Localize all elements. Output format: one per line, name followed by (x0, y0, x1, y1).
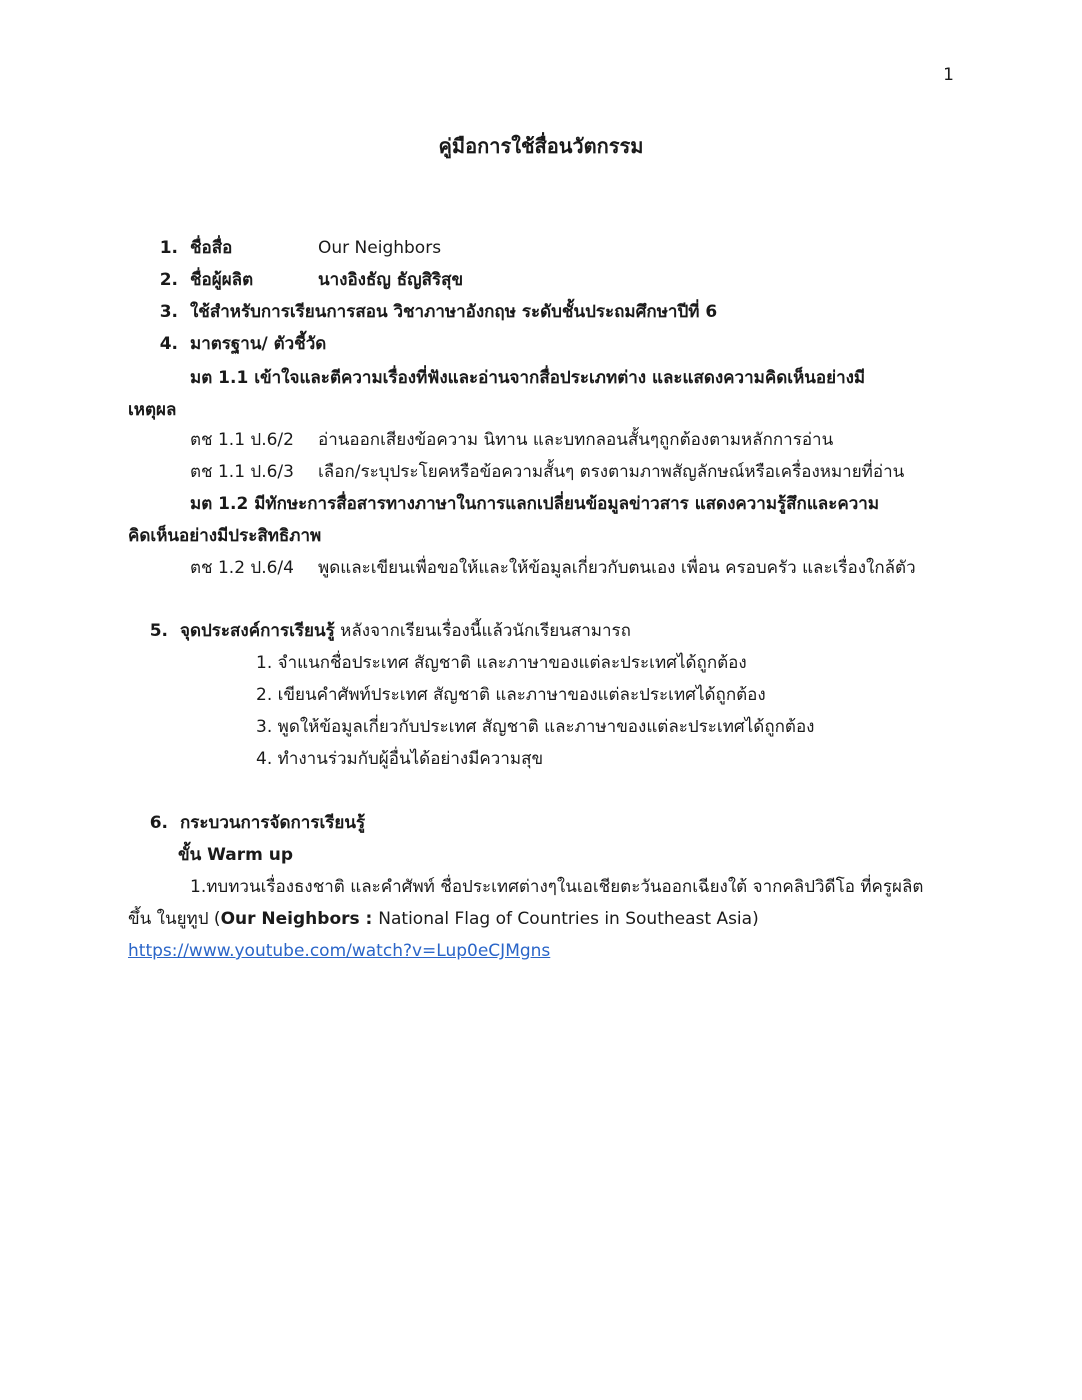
paragraph-text: ขึ้น ในยูทูป ( (128, 909, 221, 929)
item-number: 3. (159, 302, 178, 322)
indicator-text: พูดและเขียนเพื่อขอให้และให้ข้อมูลเกี่ยวกับตนเอง เพื่อน ครอบครัว และเรื่องใกล้ตัว (318, 558, 916, 578)
objective-item: 1. จำแนกชื่อประเทศ สัญชาติ และภาษาของแต่ละประเทศได้ถูกต้อง (256, 653, 747, 673)
list-item (148, 332, 326, 356)
objective-item: 3. พูดให้ข้อมูลเกี่ยวกับประเทศ สัญชาติ และภาษาของแต่ละประเทศได้ถูกต้อง (256, 717, 815, 737)
item-heading: กระบวนการจัดการเรียนรู้ (180, 813, 366, 833)
standard-line: มต 1.1 เข้าใจและตีความเรื่องที่ฟังและอ่านจากสื่อประเภทต่าง และแสดงความคิดเห็นอย่างมี (190, 368, 866, 388)
item-number: 6. (149, 813, 168, 833)
item-number: 5. (149, 621, 168, 641)
item-heading: จุดประสงค์การเรียนรู้ (180, 621, 335, 641)
item-value: นางอิงธัญ ธัญสิริสุข (318, 270, 464, 290)
indicator-row (190, 428, 833, 452)
paragraph-line (128, 907, 759, 931)
objective-item: 2. เขียนคำศัพท์ประเทศ สัญชาติ และภาษาของแต่ละประเทศได้ถูกต้อง (256, 685, 766, 705)
item-text: ใช้สำหรับการเรียนการสอน วิชาภาษาอังกฤษ ระดับชั้นประถมศึกษาปีที่ 6 (190, 302, 718, 322)
list-item (148, 236, 441, 260)
item-number: 4. (159, 334, 178, 354)
item-number: 1. (159, 238, 178, 258)
list-item (148, 268, 463, 292)
indicator-row (190, 460, 904, 484)
indicator-text: เลือก/ระบุประโยคหรือข้อความสั้นๆ ตรงตามภาพสัญลักษณ์หรือเครื่องหมายที่อ่าน (318, 462, 905, 482)
list-item (138, 811, 365, 835)
item-label: ชื่อสื่อ (190, 238, 233, 258)
item-text: มาตรฐาน/ ตัวชี้วัด (190, 334, 327, 354)
indicator-row (190, 556, 916, 580)
indicator-text: อ่านออกเสียงข้อความ นิทาน และบทกลอนสั้นๆถูกต้องตามหลักการอ่าน (318, 430, 834, 450)
indicator-code: ตช 1.1 ป.6/3 (190, 462, 294, 482)
paragraph-text: National Flag of Countries in Southeast Asia) (378, 909, 759, 929)
list-item (138, 619, 631, 643)
video-title: Our Neighbors : (220, 909, 379, 929)
standard-line: มต 1.2 มีทักษะการสื่อสารทางภาษาในการแลกเปลี่ยนข้อมูลข่าวสาร แสดงความรู้สึกและความ (190, 494, 880, 514)
item-number: 2. (159, 270, 178, 290)
step-heading: ขั้น Warm up (178, 845, 294, 865)
standard-line: เหตุผล (128, 400, 177, 420)
item-text: หลังจากเรียนเรื่องนี้แล้วนักเรียนสามารถ (334, 621, 631, 641)
page-number: 1 (943, 65, 954, 85)
indicator-code: ตช 1.2 ป.6/4 (190, 558, 294, 578)
youtube-link[interactable]: https://www.youtube.com/watch?v=Lup0eCJMgns (128, 941, 551, 961)
objective-item: 4. ทำงานร่วมกับผู้อื่นได้อย่างมีความสุข (256, 749, 544, 769)
item-value: Our Neighbors (318, 238, 442, 258)
page-title: คู่มือการใช้สื่อนวัตกรรม (438, 134, 644, 158)
list-item (148, 300, 717, 324)
paragraph-line: 1.ทบทวนเรื่องธงชาติ และคำศัพท์ ชื่อประเทศต่างๆในเอเชียตะวันออกเฉียงใต้ จากคลิปวิดีโอ ที่ครูผลิต (190, 877, 924, 897)
standard-line: คิดเห็นอย่างมีประสิทธิภาพ (128, 526, 322, 546)
item-label: ชื่อผู้ผลิต (190, 270, 254, 290)
indicator-code: ตช 1.1 ป.6/2 (190, 430, 294, 450)
